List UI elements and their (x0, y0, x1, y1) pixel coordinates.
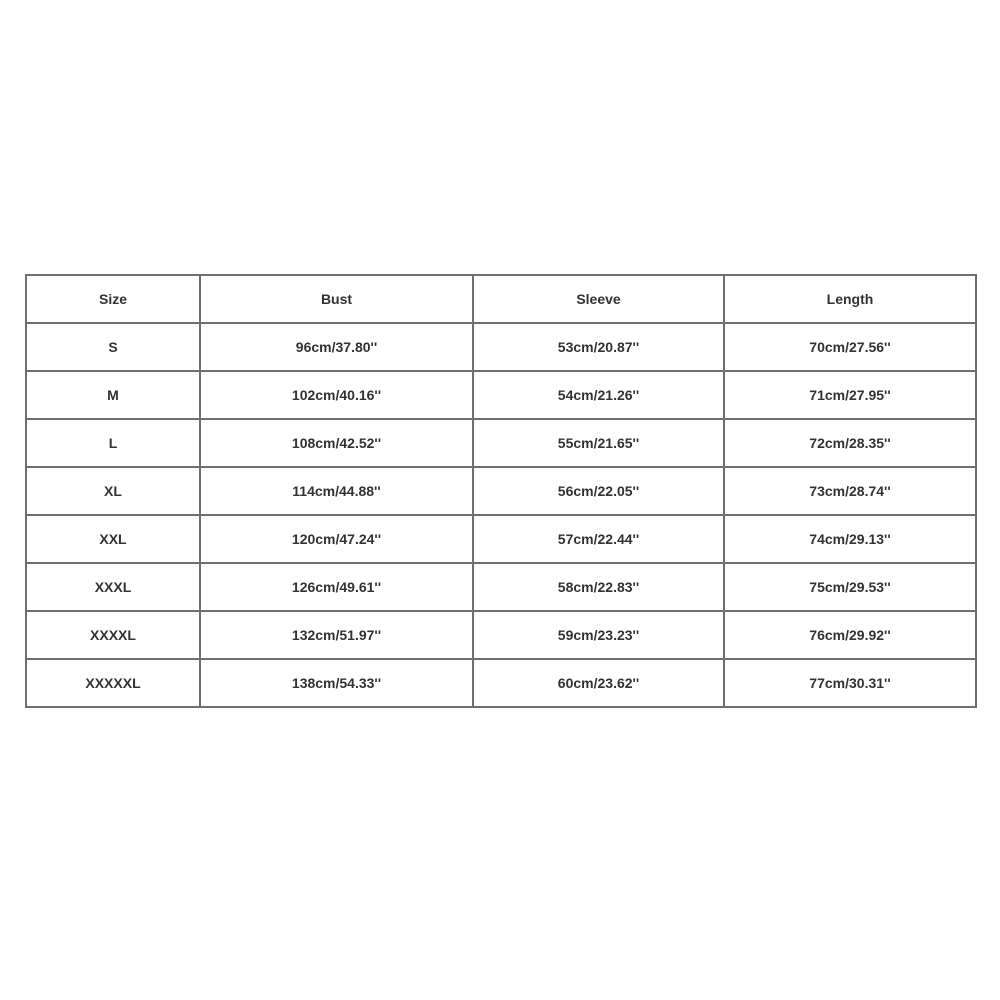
table-row (26, 563, 976, 611)
header-size: Size (26, 275, 200, 323)
size-cell: XXXXL (26, 611, 200, 659)
size-cell: S (26, 323, 200, 371)
sleeve-cell: 56cm/22.05'' (473, 467, 724, 515)
header-sleeve: Sleeve (473, 275, 724, 323)
size-cell: L (26, 419, 200, 467)
table-row (26, 659, 976, 707)
sleeve-cell: 53cm/20.87'' (473, 323, 724, 371)
size-chart-table (25, 274, 977, 708)
length-cell: 70cm/27.56'' (724, 323, 976, 371)
size-cell: XXXXXL (26, 659, 200, 707)
sleeve-cell: 60cm/23.62'' (473, 659, 724, 707)
size-cell: XXL (26, 515, 200, 563)
size-chart-header (26, 275, 976, 323)
sleeve-cell: 57cm/22.44'' (473, 515, 724, 563)
sleeve-cell: 58cm/22.83'' (473, 563, 724, 611)
length-cell: 72cm/28.35'' (724, 419, 976, 467)
size-cell: XXXL (26, 563, 200, 611)
bust-cell: 114cm/44.88'' (200, 467, 473, 515)
sleeve-cell: 54cm/21.26'' (473, 371, 724, 419)
bust-cell: 108cm/42.52'' (200, 419, 473, 467)
length-cell: 75cm/29.53'' (724, 563, 976, 611)
bust-cell: 96cm/37.80'' (200, 323, 473, 371)
table-row (26, 371, 976, 419)
size-cell: M (26, 371, 200, 419)
length-cell: 71cm/27.95'' (724, 371, 976, 419)
size-cell: XL (26, 467, 200, 515)
table-row (26, 323, 976, 371)
bust-cell: 120cm/47.24'' (200, 515, 473, 563)
header-bust: Bust (200, 275, 473, 323)
size-chart-body (26, 323, 976, 707)
length-cell: 74cm/29.13'' (724, 515, 976, 563)
bust-cell: 138cm/54.33'' (200, 659, 473, 707)
sleeve-cell: 55cm/21.65'' (473, 419, 724, 467)
bust-cell: 132cm/51.97'' (200, 611, 473, 659)
bust-cell: 102cm/40.16'' (200, 371, 473, 419)
header-row (26, 275, 976, 323)
bust-cell: 126cm/49.61'' (200, 563, 473, 611)
table-row (26, 611, 976, 659)
table-row (26, 515, 976, 563)
length-cell: 76cm/29.92'' (724, 611, 976, 659)
length-cell: 77cm/30.31'' (724, 659, 976, 707)
header-length: Length (724, 275, 976, 323)
table-row (26, 419, 976, 467)
length-cell: 73cm/28.74'' (724, 467, 976, 515)
sleeve-cell: 59cm/23.23'' (473, 611, 724, 659)
table-row (26, 467, 976, 515)
